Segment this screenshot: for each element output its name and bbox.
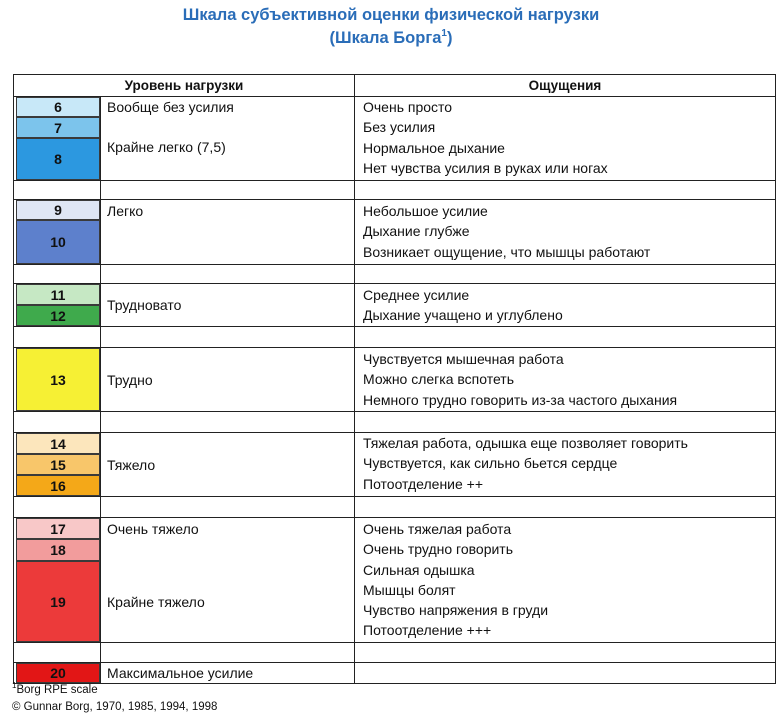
level-label: Трудновато	[107, 297, 182, 313]
feeling-item: Нет чувства усилия в руках или ногах	[363, 159, 608, 176]
feeling-item: Очень просто	[363, 99, 453, 115]
rating-12: 12	[16, 305, 100, 326]
feeling-item: Очень трудно говорить	[363, 541, 514, 558]
rating-6: 6	[16, 97, 100, 117]
feeling-item: Чувствуется, как сильно бьется сердце	[363, 455, 618, 472]
rating-10: 10	[16, 220, 100, 264]
column-divider	[354, 75, 355, 683]
column-divider	[100, 97, 101, 683]
feeling-item: Нормальное дыхание	[363, 139, 505, 156]
group-border	[14, 264, 775, 265]
level-label: Легко	[107, 203, 144, 219]
rating-18: 18	[16, 539, 100, 561]
rating-8: 8	[16, 138, 100, 180]
group-border	[14, 347, 775, 348]
feeling-item: Чувствуется мышечная работа	[363, 351, 564, 367]
feeling-item: Среднее усилие	[363, 287, 470, 303]
feeling-item: Сильная одышка	[363, 561, 475, 578]
feeling-item: Дыхание учащено и углублено	[363, 307, 563, 324]
group-border	[14, 496, 775, 497]
rating-16: 16	[16, 475, 100, 496]
rating-11: 11	[16, 284, 100, 305]
feeling-item: Можно слегка вспотеть	[363, 371, 515, 388]
level-label: Очень тяжело	[107, 521, 199, 537]
feeling-item: Чувство напряжения в груди	[363, 602, 549, 619]
title-line-2: (Шкала Борга$^1$)	[329, 28, 453, 47]
feelings-list	[363, 97, 608, 178]
feelings-list	[363, 201, 650, 262]
level-label: Вообще без усилия	[107, 99, 234, 115]
header-level: Уровень нагрузки	[124, 78, 244, 93]
level-label: Крайне легко (7,5)	[107, 139, 226, 155]
rating-13: 13	[16, 348, 100, 411]
rating-15: 15	[16, 454, 100, 475]
feeling-item: Мышцы болят	[363, 581, 456, 598]
title-line-1: Шкала субъективной оценки физической нагрузки	[182, 6, 600, 24]
group-border	[14, 326, 775, 327]
group-border	[14, 180, 775, 181]
feeling-item: Дыхание глубже	[363, 223, 470, 240]
rating-19: 19	[16, 561, 100, 642]
header-feeling: Ощущения	[528, 78, 602, 93]
group-border	[14, 411, 775, 412]
feelings-list	[363, 285, 563, 326]
feelings-list	[363, 519, 548, 641]
group-border	[14, 283, 775, 284]
feelings-list	[363, 349, 677, 410]
rating-17: 17	[16, 518, 100, 539]
borg-scale-table	[13, 74, 776, 684]
rating-20: 20	[16, 663, 100, 683]
feelings-list	[363, 433, 688, 494]
level-label: Максимальное усилие	[107, 665, 254, 681]
footnote-line-2: © Gunnar Borg, 1970, 1985, 1994, 1998	[12, 701, 218, 713]
footnote-line-1: $^1$Borg RPE scale	[12, 681, 98, 696]
footnote-marker: 1	[12, 681, 17, 690]
group-border	[14, 199, 775, 200]
level-label: Тяжело	[107, 457, 156, 473]
feeling-item: Очень тяжелая работа	[363, 521, 512, 537]
feeling-item: Небольшое усилие	[363, 203, 488, 219]
feeling-item: Тяжелая работа, одышка еще позволяет говорить	[363, 435, 688, 451]
feeling-item: Потоотделение ++	[363, 475, 484, 492]
title-footnote-marker: 1	[441, 28, 447, 39]
feeling-item: Без усилия	[363, 119, 436, 136]
level-label: Трудно	[107, 372, 153, 388]
level-label: Крайне тяжело	[107, 594, 205, 610]
feeling-item: Возникает ощущение, что мышцы работают	[363, 243, 651, 260]
page-title	[0, 4, 782, 50]
rating-7: 7	[16, 117, 100, 138]
group-border	[14, 642, 775, 643]
group-border	[14, 517, 775, 518]
feeling-item: Потоотделение +++	[363, 622, 492, 639]
rating-9: 9	[16, 200, 100, 220]
rating-14: 14	[16, 433, 100, 454]
feeling-item: Немного трудно говорить из-за частого дыхания	[363, 391, 678, 408]
